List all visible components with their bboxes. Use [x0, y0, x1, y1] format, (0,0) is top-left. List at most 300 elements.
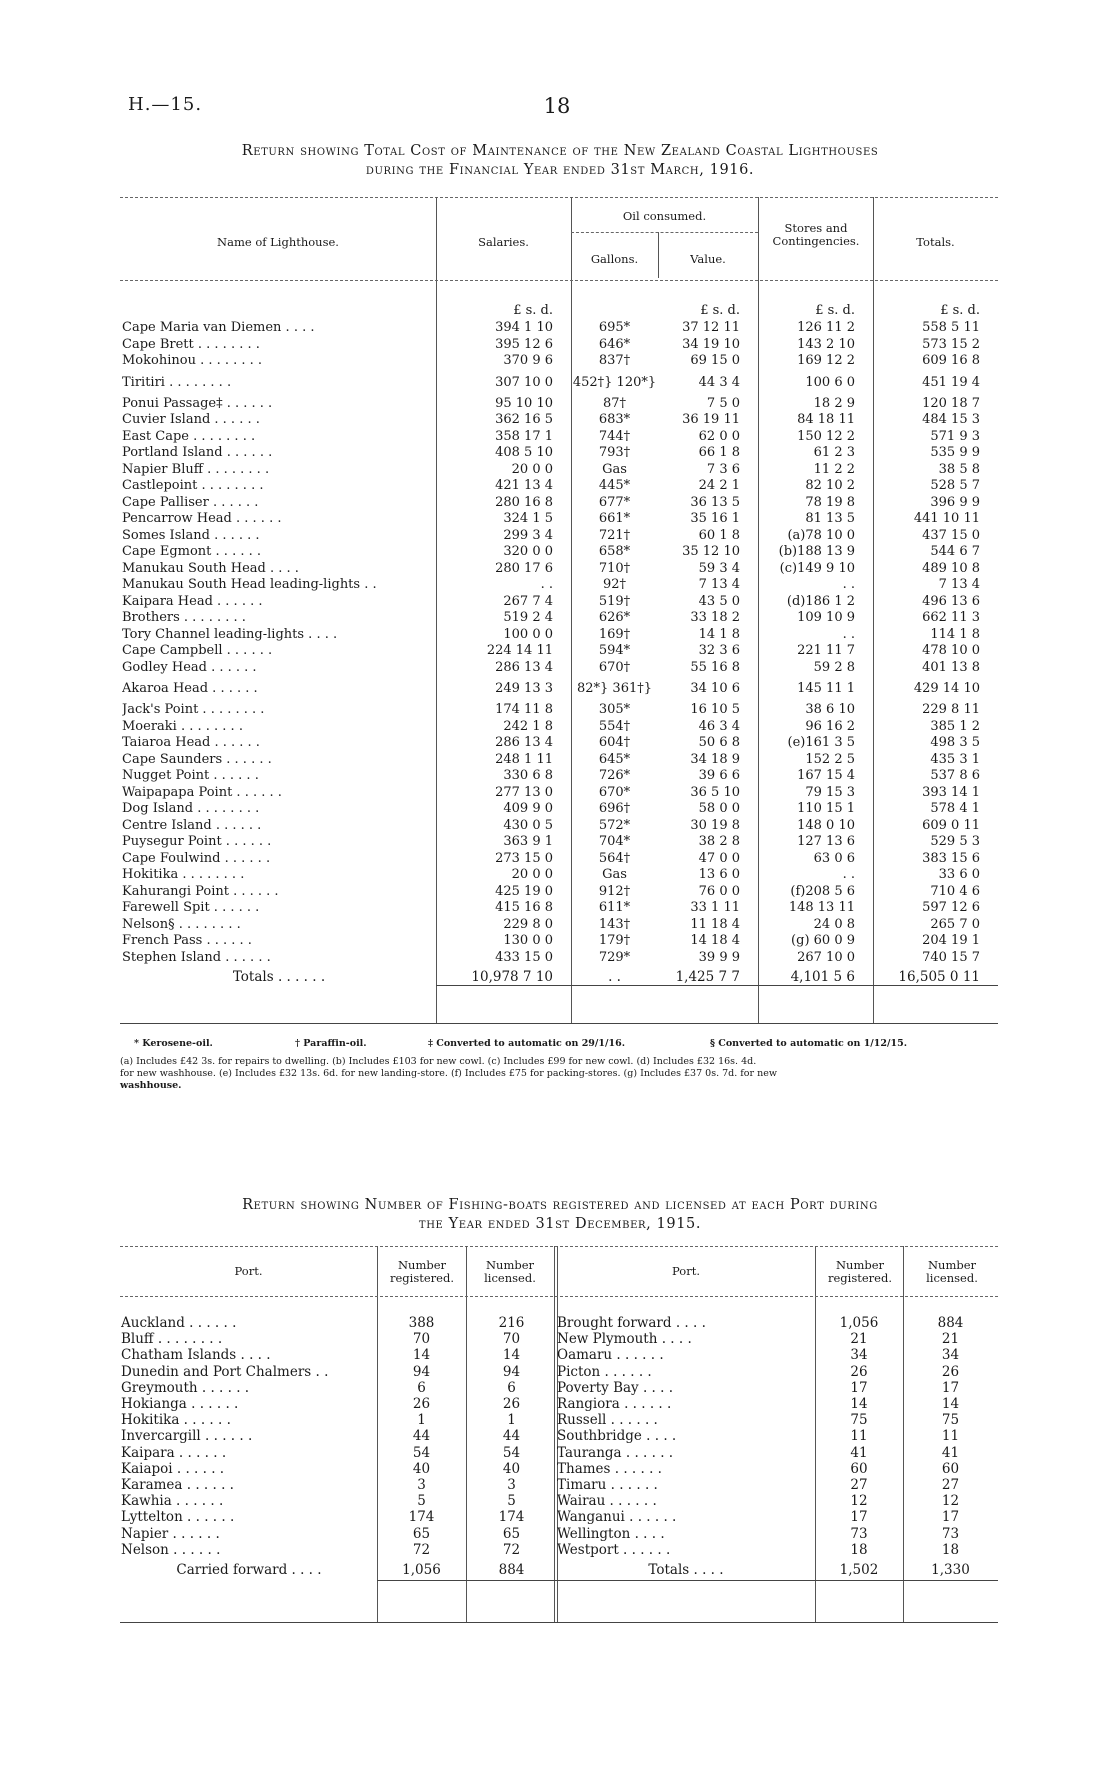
registered-cell: 174: [408, 1509, 435, 1526]
port-name: Wanganui . . . . . .: [557, 1509, 677, 1526]
totals-cell: 558 5 11: [922, 320, 980, 335]
lighthouse-name: Napier Bluff . . . . . . . .: [122, 461, 270, 477]
licensed-cell: 14: [502, 1347, 521, 1364]
licensed-cell: 174: [498, 1509, 525, 1526]
totals-cell: 609 16 8: [922, 353, 980, 368]
salaries-cell: 307 10 0: [495, 374, 553, 390]
licensed-subtotal: 884: [498, 1562, 525, 1579]
col-header-oil: Oil consumed.: [622, 209, 707, 223]
registered-cell: 75: [850, 1412, 868, 1429]
salaries-cell: 425 19 0: [495, 883, 553, 899]
port-name: Invercargill . . . . . .: [121, 1428, 253, 1445]
registered-subtotal: 1,056: [402, 1562, 441, 1579]
table-row: [121, 1364, 998, 1380]
totals-cell: 265 7 0: [930, 916, 980, 932]
lighthouse-name: Manukau South Head leading-lights . .: [122, 577, 377, 592]
port-name: Brought forward . . . .: [557, 1315, 706, 1331]
licensed-cell: 12: [941, 1493, 960, 1510]
licensed-cell: 17: [941, 1379, 960, 1396]
lighthouse-name: Cuvier Island . . . . . .: [122, 412, 260, 427]
table-row: [122, 933, 998, 950]
units-row: [122, 302, 998, 320]
stores-cell: (d)186 1 2: [786, 593, 855, 609]
lighthouse-name: Cape Maria van Diemen . . . .: [122, 320, 315, 335]
table-row: [122, 660, 998, 677]
lighthouse-name: Cape Egmont . . . . . .: [122, 544, 261, 559]
footnote-kerosene: * Kerosene-oil.: [134, 1038, 213, 1049]
registered-total: 1,502: [839, 1562, 879, 1579]
fishing-bottom-rule: [120, 1622, 998, 1623]
totals-cell: 544 6 7: [930, 544, 980, 559]
stores-cell: 11 2 2: [813, 461, 855, 477]
stores-cell: 126 11 2: [797, 320, 855, 335]
stores-cell: 167 15 4: [797, 768, 855, 783]
licensed-cell: 18: [941, 1541, 960, 1558]
registered-cell: 5: [417, 1493, 426, 1510]
gallons-cell: 726*: [598, 768, 631, 783]
lighthouse-name: Centre Island . . . . . .: [122, 817, 262, 833]
units-value: £ s. d.: [700, 302, 740, 318]
gallons-cell: 710†: [598, 560, 631, 576]
gallons-cell: 744†: [598, 428, 631, 444]
salaries-cell: 130 0 0: [503, 933, 553, 948]
table-row: [122, 528, 998, 545]
gallons-cell: 594*: [598, 643, 631, 658]
value-total: 1,425 7 7: [675, 969, 740, 985]
totals-cell: 393 14 1: [922, 784, 980, 800]
value-cell: 44 3 4: [698, 374, 740, 390]
value-cell: 38 2 8: [698, 834, 740, 849]
value-cell: 62 0 0: [698, 428, 740, 444]
licensed-cell: 40: [502, 1460, 521, 1477]
totals-cell: 383 15 6: [922, 850, 980, 866]
lighthouse-name: Dog Island . . . . . . . .: [122, 801, 260, 816]
value-cell: 36 13 5: [690, 494, 740, 510]
salaries-cell: 433 15 0: [495, 949, 553, 965]
port-name: Oamaru . . . . . .: [557, 1347, 664, 1364]
gallons-cell: 604†: [598, 735, 631, 750]
table-row: [121, 1461, 998, 1477]
units-totals: £ s. d.: [940, 302, 980, 318]
salaries-cell: 249 13 3: [495, 681, 553, 696]
stores-cell: 38 6 10: [805, 702, 855, 717]
licensed-cell: 11: [941, 1428, 960, 1445]
stores-cell: 82 10 2: [805, 478, 855, 493]
port-name: Poverty Bay . . . .: [557, 1379, 674, 1396]
salaries-cell: 421 13 4: [495, 478, 553, 493]
gallons-cell: 837†: [598, 353, 631, 368]
totals-cell: 535 9 9: [930, 445, 980, 460]
stores-cell: 18 2 9: [813, 395, 855, 411]
port-name: Hokitika . . . . . .: [121, 1412, 231, 1429]
registered-cell: 1,056: [839, 1315, 879, 1331]
licensed-cell: 1: [507, 1412, 516, 1429]
licensed-cell: 73: [941, 1525, 960, 1542]
registered-cell: 11: [850, 1428, 868, 1445]
col-header-salaries: Salaries.: [478, 235, 529, 249]
registered-cell: 73: [850, 1525, 868, 1542]
salaries-cell: 324 1 5: [503, 511, 553, 526]
lighthouse-name: Portland Island . . . . . .: [122, 445, 273, 460]
licensed-cell: 884: [937, 1315, 964, 1331]
gallons-cell: 92†: [602, 577, 627, 592]
port-name: Greymouth . . . . . .: [121, 1379, 250, 1396]
salaries-cell: 519 2 4: [503, 610, 553, 625]
value-cell: 76 0 0: [698, 883, 740, 899]
stores-cell: 109 10 9: [797, 610, 855, 625]
col-header-port-left: Port.: [234, 1264, 263, 1278]
gallons-cell: 721†: [598, 527, 631, 543]
units-spacer: [571, 302, 658, 320]
gallons-cell: 912†: [598, 883, 631, 899]
registered-cell: 14: [850, 1396, 868, 1413]
port-name: Nelson . . . . . .: [121, 1541, 221, 1558]
gallons-cell: 670*: [598, 784, 631, 800]
value-cell: 43 5 0: [698, 593, 740, 609]
port-name: Kaipara . . . . . .: [121, 1444, 227, 1461]
totals-cell: 498 3 5: [930, 735, 980, 750]
port-name: Chatham Islands . . . .: [121, 1347, 271, 1364]
registered-cell: 21: [850, 1331, 868, 1348]
totals-cell: 537 8 6: [930, 768, 980, 783]
salaries-cell: 280 16 8: [495, 494, 553, 510]
stores-cell: (c)149 9 10: [779, 560, 855, 576]
gallons-cell: 670†: [598, 659, 631, 675]
stores-cell: . .: [842, 577, 855, 592]
table-row: [122, 950, 998, 967]
totals-cell: 710 4 6: [930, 883, 980, 899]
value-cell: 7 13 4: [698, 577, 740, 592]
stores-cell: (b)188 13 9: [778, 544, 855, 559]
totals-cell: 496 13 6: [922, 593, 980, 609]
gallons-cell: 519†: [598, 593, 631, 609]
value-cell: 55 16 8: [690, 659, 740, 675]
lighthouse-name: Akaroa Head . . . . . .: [122, 681, 258, 696]
value-cell: 35 12 10: [682, 544, 740, 559]
lighthouse-name: Puysegur Point . . . . . .: [122, 834, 272, 849]
stores-cell: 267 10 0: [797, 949, 855, 965]
stores-cell: 145 11 1: [797, 681, 855, 696]
salaries-cell: 330 6 8: [503, 768, 553, 783]
table-row: [121, 1493, 998, 1509]
value-cell: 46 3 4: [698, 718, 740, 734]
port-name: Rangiora . . . . . .: [557, 1396, 672, 1413]
gallons-cell: Gas: [602, 461, 627, 477]
col-header-licensed-left: Number licensed.: [484, 1258, 536, 1285]
footnote-converted-ponui: ‡ Converted to automatic on 29/1/16.: [428, 1038, 625, 1049]
stores-cell: 61 2 3: [813, 445, 855, 460]
table-row: [122, 353, 998, 370]
totals-cell: 401 13 8: [922, 659, 980, 675]
totals-cell: 33 6 0: [938, 867, 980, 882]
table-row: [122, 702, 998, 719]
licensed-cell: 27: [941, 1477, 960, 1494]
salaries-cell: 362 16 5: [495, 412, 553, 427]
lighthouse-name: Cape Campbell . . . . . .: [122, 643, 273, 658]
value-cell: 16 10 5: [690, 702, 740, 717]
table-top-rule: [120, 197, 998, 198]
port-name: Russell . . . . . .: [557, 1412, 658, 1429]
value-cell: 37 12 11: [682, 320, 740, 335]
registered-cell: 65: [412, 1525, 431, 1542]
licensed-cell: 216: [498, 1315, 525, 1331]
lighthouse-name: Kahurangi Point . . . . . .: [122, 883, 279, 899]
lighthouse-name: Cape Palliser . . . . . .: [122, 494, 259, 510]
registered-cell: 18: [850, 1541, 868, 1558]
value-cell: 69 15 0: [690, 353, 740, 368]
stores-cell: 59 2 8: [813, 659, 855, 675]
fishing-header-bottom-rule: [120, 1296, 998, 1297]
registered-cell: 40: [412, 1460, 431, 1477]
lighthouse-name: Manukau South Head . . . .: [122, 560, 299, 576]
licensed-cell: 75: [941, 1412, 960, 1429]
lighthouse-title-line-1: Return showing Total Cost of Maintenance of the New Zealand Coastal Lighthouses: [241, 143, 879, 159]
gallons-cell: 445*: [598, 478, 631, 493]
salaries-cell: 229 8 0: [503, 916, 553, 932]
gallons-cell: 646*: [598, 336, 631, 352]
gallons-cell: Gas: [602, 867, 627, 882]
footnote-paraffin: † Paraffin-oil.: [295, 1038, 367, 1049]
footnote-notes-line-2: for new washhouse. (e) Includes £32 13s. 6d. for new landing-store. (f) Includes £75 for packing-stores. (g) Includes £37 0s. 7d. for new: [120, 1068, 777, 1079]
salaries-cell: 370 9 6: [503, 353, 553, 368]
table-row: [121, 1412, 998, 1428]
gallons-cell: 626*: [598, 610, 631, 625]
header-bottom-rule: [120, 280, 998, 281]
registered-cell: 72: [412, 1541, 431, 1558]
gallons-cell: 611*: [598, 900, 631, 915]
fishing-title-line-1: Return showing Number of Fishing-boats registered and licensed at each Port during: [242, 1197, 878, 1213]
value-cell: 58 0 0: [698, 801, 740, 816]
licensed-cell: 70: [502, 1331, 521, 1348]
port-name: Kawhia . . . . . .: [121, 1493, 224, 1510]
table-row: [122, 768, 998, 785]
stores-cell: (e)161 3 5: [787, 735, 855, 750]
totals-rule: [436, 985, 998, 986]
value-cell: 36 5 10: [690, 784, 740, 800]
licensed-cell: 21: [941, 1331, 960, 1348]
lighthouse-name: Brothers . . . . . . . .: [122, 610, 246, 625]
salaries-cell: 248 1 11: [495, 751, 553, 767]
table-row: [122, 337, 998, 354]
totals-cell: 120 18 7: [922, 395, 980, 411]
totals-cell: 385 1 2: [930, 718, 980, 734]
stores-cell: 221 11 7: [797, 643, 855, 658]
col-header-licensed-right: Number licensed.: [926, 1258, 978, 1285]
value-cell: 11 18 4: [690, 916, 740, 932]
totals-cell: 578 4 1: [930, 801, 980, 816]
salaries-cell: 286 13 4: [495, 735, 553, 750]
table-row: [122, 544, 998, 561]
totals-cell: 478 10 0: [922, 643, 980, 658]
port-name: Timaru . . . . . .: [557, 1477, 658, 1494]
gallons-total: . .: [608, 969, 621, 985]
totals-cell: 484 15 3: [922, 412, 980, 427]
table-row: [122, 785, 998, 802]
value-cell: 47 0 0: [698, 850, 740, 866]
col-header-totals: Totals.: [916, 235, 955, 249]
value-cell: 33 18 2: [690, 610, 740, 625]
lighthouse-name: Mokohinou . . . . . . . .: [122, 353, 263, 368]
stores-cell: (a)78 10 0: [787, 527, 855, 543]
table-row: [122, 719, 998, 736]
salaries-cell: 280 17 6: [495, 560, 553, 576]
registered-cell: 17: [850, 1379, 868, 1396]
port-name: Thames . . . . . .: [557, 1460, 662, 1477]
table-row: [122, 462, 998, 479]
salaries-cell: 395 12 6: [495, 336, 553, 352]
registered-cell: 26: [850, 1363, 868, 1380]
gallons-cell: 696†: [598, 801, 631, 816]
registered-cell: 26: [412, 1396, 431, 1413]
totals-cell: 396 9 9: [930, 494, 980, 510]
table-row: [121, 1380, 998, 1396]
stores-cell: . .: [842, 867, 855, 882]
table-row: [122, 511, 998, 528]
stores-cell: 100 6 0: [805, 374, 855, 390]
salaries-cell: 242 1 8: [503, 718, 553, 734]
lighthouse-table-title: [120, 142, 1000, 180]
totals-cell: 437 15 0: [922, 527, 980, 543]
col-header-registered-left: Number registered.: [390, 1258, 454, 1285]
port-name: Picton . . . . . .: [557, 1363, 652, 1380]
footnote-converted-nelson: § Converted to automatic on 1/12/15.: [710, 1038, 907, 1049]
salaries-total: 10,978 7 10: [471, 969, 553, 985]
value-cell: 24 2 1: [698, 478, 740, 493]
lighthouse-name: Pencarrow Head . . . . . .: [122, 511, 282, 526]
totals-cell: 489 10 8: [922, 560, 980, 576]
table-row: [121, 1396, 998, 1412]
lighthouse-name: Taiaroa Head . . . . . .: [122, 735, 260, 750]
fishing-table-title: [120, 1196, 1000, 1234]
lighthouse-name: Stephen Island . . . . . .: [122, 949, 271, 965]
value-cell: 36 19 11: [682, 412, 740, 427]
licensed-cell: 65: [502, 1525, 521, 1542]
port-name: Tauranga . . . . . .: [557, 1444, 674, 1461]
registered-cell: 70: [412, 1331, 431, 1348]
value-cell: 66 1 8: [698, 445, 740, 460]
totals-cell: 528 5 7: [930, 478, 980, 493]
licensed-cell: 72: [502, 1541, 521, 1558]
table-row: [122, 676, 998, 702]
licensed-cell: 6: [507, 1379, 516, 1396]
gallons-cell: 82*} 361†}: [576, 681, 653, 696]
lighthouse-name: Nugget Point . . . . . .: [122, 768, 259, 783]
totals-cell: 441 10 11: [913, 511, 980, 526]
registered-cell: 1: [417, 1412, 426, 1429]
table-row: [121, 1542, 998, 1558]
table-row: [121, 1509, 998, 1525]
stores-cell: (f)208 5 6: [790, 883, 855, 899]
lighthouse-name: Cape Brett . . . . . . . .: [122, 336, 260, 352]
lighthouse-name: Tory Channel leading-lights . . . .: [122, 626, 338, 642]
salaries-cell: 409 9 0: [503, 801, 553, 816]
gallons-cell: 564†: [598, 850, 631, 866]
registered-cell: 14: [412, 1347, 431, 1364]
table-row: [121, 1331, 998, 1347]
lighthouse-name: Jack's Point . . . . . . . .: [122, 702, 265, 717]
salaries-cell: 277 13 0: [495, 784, 553, 800]
salaries-cell: 430 0 5: [503, 817, 553, 833]
table-row: [122, 735, 998, 752]
lighthouse-name: Ponui Passage‡ . . . . . .: [122, 395, 273, 411]
col-header-gallons: Gallons.: [590, 252, 639, 266]
fishing-totals-rule: [377, 1580, 998, 1581]
salaries-cell: 174 11 8: [495, 702, 553, 717]
table-row: [122, 867, 998, 884]
gallons-cell: 452†} 120*}: [572, 374, 657, 390]
table-row: [121, 1428, 998, 1444]
value-cell: 33 1 11: [690, 900, 740, 915]
stores-cell: 148 13 11: [788, 900, 855, 915]
registered-cell: 27: [850, 1477, 868, 1494]
footnote-notes-line-3: washhouse.: [120, 1080, 182, 1091]
table-row: [122, 818, 998, 835]
gallons-cell: 729*: [598, 949, 631, 965]
port-name: Auckland . . . . . .: [121, 1315, 237, 1331]
lighthouse-cost-table: [122, 302, 998, 988]
table-row: [122, 412, 998, 429]
value-cell: 35 16 1: [690, 511, 740, 526]
port-name: Wellington . . . .: [557, 1525, 665, 1542]
value-cell: 7 5 0: [706, 395, 740, 411]
units-spacer: [122, 302, 436, 320]
totals-label: Totals . . . . . .: [232, 969, 326, 985]
gallons-cell: 143†: [598, 916, 631, 932]
table-row: [122, 752, 998, 769]
totals-cell: 609 0 11: [922, 817, 980, 833]
salaries-cell: 100 0 0: [503, 626, 553, 642]
totals-cell: 38 5 8: [938, 461, 980, 477]
col-header-stores: Stores and Contingencies.: [772, 221, 860, 248]
port-name: Kaiapoi . . . . . .: [121, 1460, 225, 1477]
value-cell: 34 19 10: [682, 336, 740, 352]
registered-cell: 44: [412, 1428, 431, 1445]
units-salaries: £ s. d.: [513, 302, 553, 318]
col-header-port-right: Port.: [672, 1264, 700, 1278]
stores-cell: . .: [842, 626, 855, 642]
registered-cell: 54: [412, 1444, 431, 1461]
salaries-cell: 320 0 0: [503, 544, 553, 559]
value-cell: 59 3 4: [698, 560, 740, 576]
value-cell: 39 9 9: [698, 949, 740, 965]
carried-forward-label: Carried forward . . . .: [176, 1562, 322, 1579]
page-number: 18: [543, 94, 571, 118]
table-row: [122, 577, 998, 594]
port-name: Bluff . . . . . . . .: [121, 1331, 223, 1348]
totals-cell: 229 8 11: [922, 702, 980, 717]
lighthouse-name: Godley Head . . . . . .: [122, 659, 257, 675]
port-name: Dunedin and Port Chalmers . .: [121, 1363, 329, 1380]
port-name: Wairau . . . . . .: [557, 1493, 657, 1510]
salaries-cell: . .: [540, 577, 553, 592]
port-name: Lyttelton . . . . . .: [121, 1509, 235, 1526]
totals-label: Totals . . . .: [648, 1562, 724, 1579]
stores-cell: 79 15 3: [805, 784, 855, 800]
totals-cell: 429 14 10: [913, 681, 980, 696]
lighthouse-name: Hokitika . . . . . . . .: [122, 867, 245, 882]
totals-cell: 204 19 1: [922, 933, 980, 948]
gallons-cell: 677*: [598, 494, 631, 510]
gallons-cell: 661*: [598, 511, 631, 526]
table-row: [122, 884, 998, 901]
stores-cell: 84 18 11: [797, 412, 855, 427]
value-cell: 39 6 6: [698, 768, 740, 783]
gallons-cell: 87†: [602, 395, 627, 411]
salaries-cell: 358 17 1: [495, 428, 553, 444]
table-row: [122, 900, 998, 917]
registered-cell: 41: [850, 1444, 868, 1461]
licensed-cell: 44: [502, 1428, 521, 1445]
